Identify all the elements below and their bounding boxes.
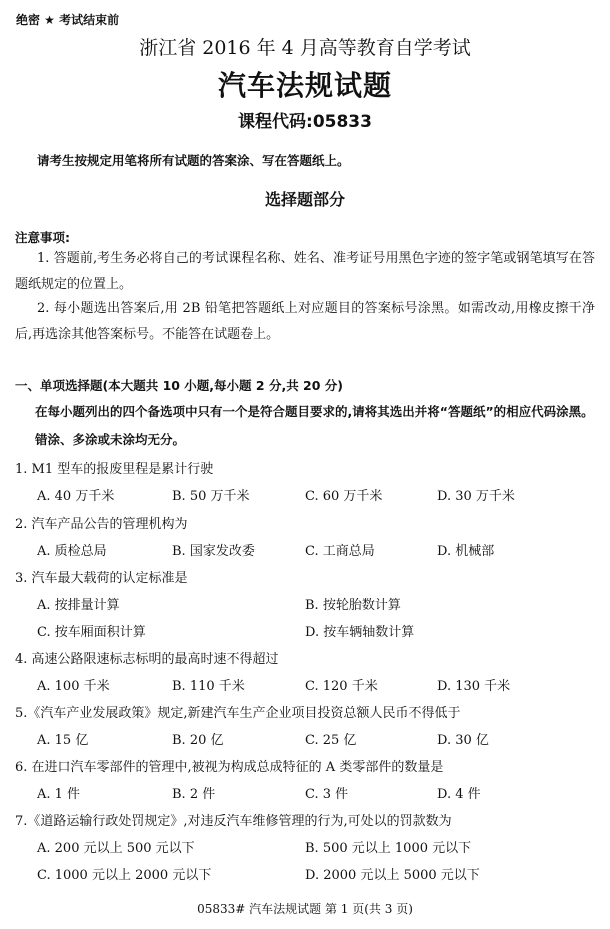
question-1-option-a: A. 40 万千米 xyxy=(37,489,115,504)
course-code: 课程代码:05833 xyxy=(238,112,372,132)
question-3-stem: 3. 汽车最大载荷的认定标准是 xyxy=(15,571,188,586)
confidential-label: 绝密 ★ 考试结束前 xyxy=(16,13,120,27)
question-6-option-b: B. 2 件 xyxy=(172,787,216,802)
question-7-option-b: B. 500 元以上 1000 元以下 xyxy=(305,841,472,856)
question-5-option-c: C. 25 亿 xyxy=(305,733,357,748)
question-7-option-d: D. 2000 元以上 5000 元以下 xyxy=(305,868,480,883)
question-5-option-d: D. 30 亿 xyxy=(437,733,489,748)
page-footer: 05833# 汽车法规试题 第 1 页(共 3 页) xyxy=(197,902,413,916)
question-5-option-b: B. 20 亿 xyxy=(172,733,224,748)
question-5-stem: 5.《汽车产业发展政策》规定,新建汽车生产企业项目投资总额人民币不得低于 xyxy=(15,706,461,721)
part-heading: 一、单项选择题(本大题共 10 小题,每小题 2 分,共 20 分) xyxy=(15,378,344,393)
question-6-option-c: C. 3 件 xyxy=(305,787,349,802)
note-item-2: 2. 每小题选出答案后,用 2B 铅笔把答题纸上对应题目的答案标号涂黑。如需改动,用橡皮擦干净后,再选涂其他答案标号。不能答在试题卷上。 xyxy=(15,301,595,342)
question-1-option-d: D. 30 万千米 xyxy=(437,489,515,504)
question-7-option-c: C. 1000 元以上 2000 元以下 xyxy=(37,868,212,883)
question-4-option-b: B. 110 千米 xyxy=(172,679,245,694)
question-2-option-c: C. 工商总局 xyxy=(305,544,375,559)
question-4-option-c: C. 120 千米 xyxy=(305,679,378,694)
question-1-option-b: B. 50 万千米 xyxy=(172,489,250,504)
question-6-stem: 6. 在进口汽车零部件的管理中,被视为构成总成特征的 A 类零部件的数量是 xyxy=(15,760,444,775)
question-4-option-a: A. 100 千米 xyxy=(37,679,110,694)
question-3-option-a: A. 按排量计算 xyxy=(37,598,120,613)
part-description: 在每小题列出的四个备选项中只有一个是符合题目要求的,请将其选出并将“答题纸”的相应代码涂黑。错涂、多涂或未涂均无分。 xyxy=(35,404,594,447)
notes-heading: 注意事项: xyxy=(15,230,70,245)
question-2-option-d: D. 机械部 xyxy=(437,544,495,559)
question-3-option-b: B. 按轮胎数计算 xyxy=(305,598,401,613)
question-4-stem: 4. 高速公路限速标志标明的最高时速不得超过 xyxy=(15,652,279,667)
note-item-1: 1. 答题前,考生务必将自己的考试课程名称、姓名、准考证号用黑色字迹的签字笔或钢笔填写在答题纸规定的位置上。 xyxy=(15,251,595,292)
answer-instruction: 请考生按规定用笔将所有试题的答案涂、写在答题纸上。 xyxy=(37,153,350,168)
question-2-option-a: A. 质检总局 xyxy=(37,544,107,559)
exam-title: 浙江省 2016 年 4 月高等教育自学考试 xyxy=(139,37,471,59)
question-6-option-a: A. 1 件 xyxy=(37,787,81,802)
question-3-option-c: C. 按车厢面积计算 xyxy=(37,625,146,640)
question-2-stem: 2. 汽车产品公告的管理机构为 xyxy=(15,517,188,532)
section-title: 选择题部分 xyxy=(264,190,345,209)
question-4-option-d: D. 130 千米 xyxy=(437,679,511,694)
question-1-stem: 1. M1 型车的报废里程是累计行驶 xyxy=(15,462,214,477)
subject-title: 汽车法规试题 xyxy=(217,69,392,102)
question-3-option-d: D. 按车辆轴数计算 xyxy=(305,625,415,640)
question-7-option-a: A. 200 元以上 500 元以下 xyxy=(37,841,195,856)
question-2-option-b: B. 国家发改委 xyxy=(172,544,255,559)
question-6-option-d: D. 4 件 xyxy=(437,787,481,802)
question-1-option-c: C. 60 万千米 xyxy=(305,489,383,504)
question-5-option-a: A. 15 亿 xyxy=(37,733,89,748)
question-7-stem: 7.《道路运输行政处罚规定》,对违反汽车维修管理的行为,可处以的罚款数为 xyxy=(15,814,452,829)
